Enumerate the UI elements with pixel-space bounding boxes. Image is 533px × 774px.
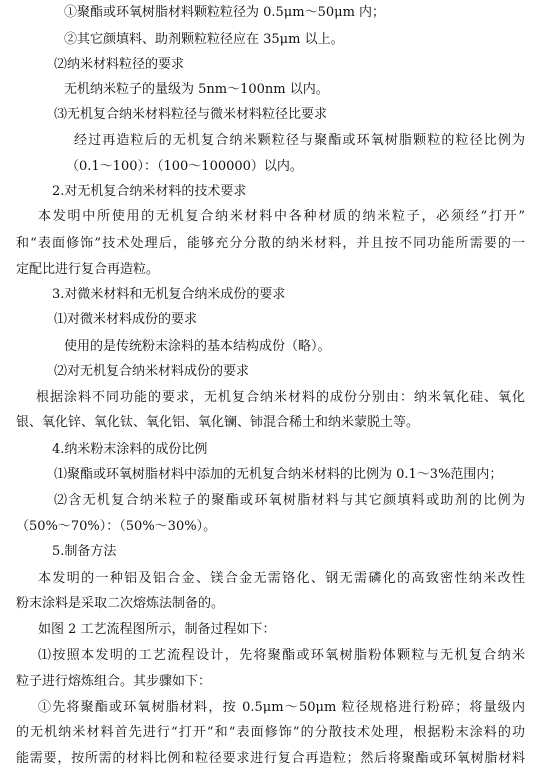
text-line: 使用的是传统粉末涂料的基本结构成份（略）。 — [64, 339, 331, 354]
text-line: ⑴按照本发明的工艺流程设计，先将聚酯或环氧树脂粉体颗粒与无机复合纳米 — [38, 648, 525, 663]
text-line: ①先将聚酯或环氧树脂材料，按 0.5μm～50μm 粒径规格进行粉碎；将量级内 — [38, 700, 525, 715]
text-line: （50%～70%）：（50%～30%）。 — [16, 519, 217, 534]
text-line: 粉末涂料是采取二次熔炼法制备的。 — [16, 596, 225, 611]
text-line: ②其它颜填料、助剂颗粒粒径应在 35μm 以上。 — [64, 32, 344, 47]
text-line: ⑴聚酯或环氧树脂材料中添加的无机复合纳米材料的比例为 0.1～3%范围内； — [54, 467, 503, 482]
text-line: 的无机纳米材料首先进行“打开”和“表面修饰”的分散技术处理，根据粉末涂料的功 — [16, 725, 525, 740]
text-line: ⑶无机复合纳米材料粒径与微米材料粒径比要求 — [54, 107, 328, 122]
section-heading: 5.制备方法 — [52, 544, 117, 559]
text-line: 本发明中所使用的无机复合纳米材料中各种材质的纳米粒子，必须经“打开” — [38, 209, 525, 224]
text-line: ①聚酯或环氧树脂材料颗粒粒径为 0.5μm～50μm 内； — [64, 5, 386, 20]
text-line: 根据涂料不同功能的要求，无机复合纳米材料的成份分别由：纳米氧化硅、氧化 — [36, 390, 525, 405]
text-line: 银、氧化锌、氧化钛、氧化铝、氧化镧、铈混合稀土和纳米蒙脱土等。 — [16, 415, 420, 430]
text-line: 粒子进行熔炼组合。其步骤如下： — [16, 674, 212, 689]
section-heading: 4.纳米粉末涂料的成份比例 — [52, 442, 208, 457]
text-line: （0.1～100）：（100～100000）以内。 — [66, 159, 303, 174]
text-line: ⑴对微米材料成份的要求 — [54, 312, 198, 327]
text-line: ⑵纳米材料粒径的要求 — [54, 57, 185, 72]
text-line: 和“表面修饰”技术处理后，能够充分分散的纳米材料，并且按不同功能所需要的一 — [16, 236, 525, 251]
text-line: 本发明的一种铝及铝合金、镁合金无需铬化、钢无需磷化的高致密性纳米改性 — [38, 571, 525, 586]
text-line: 经过再造粒后的无机复合纳米颗粒径与聚酯或环氧树脂颗粒的粒径比例为 — [74, 133, 525, 148]
text-line: 无机纳米粒子的量级为 5nm～100nm 以内。 — [64, 82, 329, 97]
section-heading: 3.对微米材料和无机复合纳米成份的要求 — [52, 287, 286, 302]
section-heading: 2.对无机复合纳米材料的技术要求 — [52, 184, 247, 199]
text-line: 如图 2 工艺流程图所示，制备过程如下： — [38, 622, 276, 637]
text-line: ⑵对无机复合纳米材料成份的要求 — [54, 364, 250, 379]
text-line: 定配比进行复合再造粒。 — [16, 262, 160, 277]
text-line: ⑵含无机复合纳米粒子的聚酯或环氧树脂材料与其它颜填料或助剂的比例为 — [54, 493, 525, 508]
text-line: 能需要，按所需的材料比例和粒径要求进行复合再造粒；然后将聚酯或环氧树脂材料 — [16, 751, 525, 766]
